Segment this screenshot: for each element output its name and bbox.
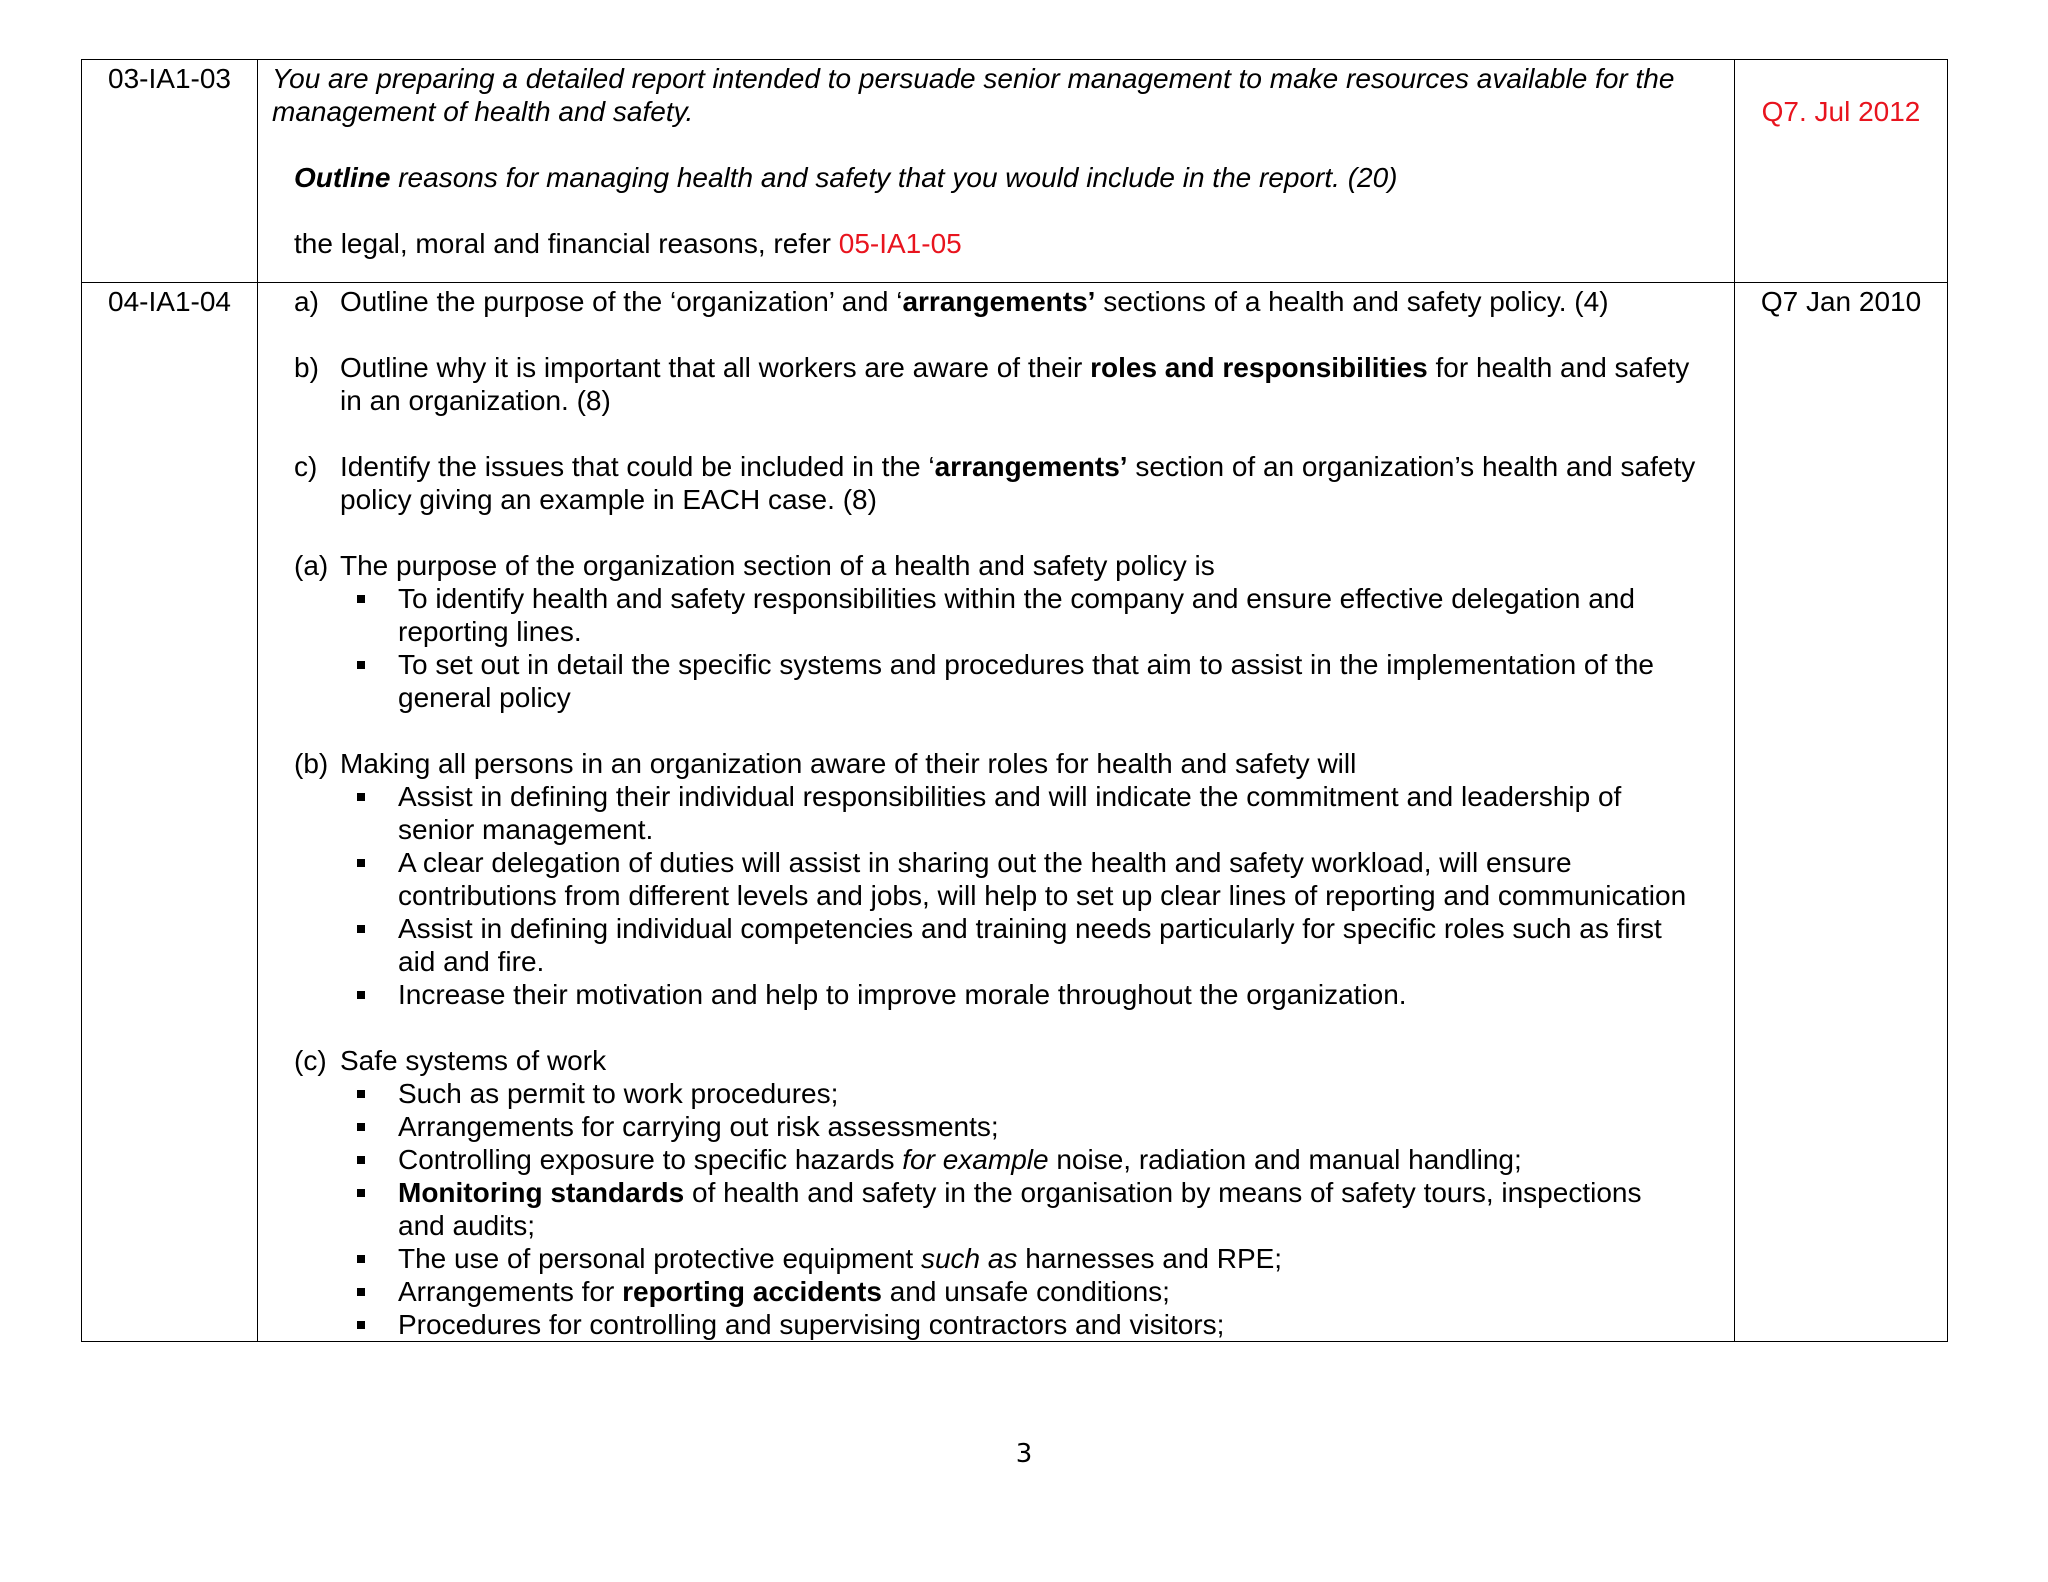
sub-question-c: c) Identify the issues that could be included in the ‘arrangements’ section of an organization’s health and safety policy giving an example in EACH case. (8)	[294, 451, 1696, 515]
list-item: Monitoring standards of health and safety in the organisation by means of safety tours, inspections and audits;	[258, 1176, 1694, 1242]
list-item: A clear delegation of duties will assist in sharing out the health and safety workload, will ensure contributions from different levels and jobs, will help to set up clear lines of reporting and communication	[258, 846, 1694, 912]
exam-reference-cell	[1735, 283, 1948, 1342]
list-item: Arrangements for reporting accidents and unsafe conditions;	[258, 1275, 1694, 1308]
question-table-container	[81, 59, 1948, 1342]
list-item: Controlling exposure to specific hazards for example noise, radiation and manual handling;	[258, 1143, 1694, 1176]
list-item: Procedures for controlling and supervising contractors and visitors;	[258, 1308, 1694, 1341]
list-item: Such as permit to work procedures;	[258, 1077, 1694, 1110]
question-id: 03-IA1-03	[108, 63, 231, 94]
list-item: To set out in detail the specific systems and procedures that aim to assist in the implementation of the general policy	[258, 648, 1694, 714]
question-id: 04-IA1-04	[108, 286, 231, 317]
table-row	[82, 283, 1948, 1342]
list-item: Assist in defining individual competencies and training needs particularly for specific roles such as first aid and fire.	[258, 912, 1694, 978]
answer-b-list	[258, 780, 1734, 1011]
question-intro: You are preparing a detailed report intended to persuade senior management to make resources available for the management of health and safety.	[272, 63, 1675, 127]
answer-a-heading: (a) The purpose of the organization section of a health and safety policy is	[294, 550, 1215, 581]
list-item: Increase their motivation and help to improve morale throughout the organization.	[258, 978, 1694, 1011]
table-row	[82, 60, 1948, 283]
answer-b-heading: (b) Making all persons in an organization aware of their roles for health and safety will	[294, 748, 1357, 779]
answer-a-list	[258, 582, 1734, 714]
exam-reference: Q7. Jul 2012	[1761, 96, 1921, 127]
question-id-cell	[82, 283, 258, 1342]
list-item: The use of personal protective equipment such as harnesses and RPE;	[258, 1242, 1694, 1275]
question-id-cell	[82, 60, 258, 283]
question-content-cell	[258, 60, 1735, 283]
answer-c-heading: (c) Safe systems of work	[294, 1045, 607, 1076]
sub-question-a: a) Outline the purpose of the ‘organization’ and ‘arrangements’ sections of a health and safety policy. (4)	[294, 286, 1609, 317]
list-item: Arrangements for carrying out risk assessments;	[258, 1110, 1694, 1143]
answer-c-list	[258, 1077, 1734, 1341]
question-task: Outline reasons for managing health and safety that you would include in the report. (20)	[294, 162, 1398, 193]
page-number: 3	[1015, 1439, 1033, 1469]
exam-reference: Q7 Jan 2010	[1760, 286, 1922, 317]
sub-question-b: b) Outline why it is important that all workers are aware of their roles and responsibilities for health and safety in an organization. (8)	[294, 352, 1690, 416]
cross-reference-link: 05-IA1-05	[838, 228, 962, 259]
question-content-cell	[258, 283, 1735, 1342]
exam-reference-cell	[1735, 60, 1948, 283]
list-item: To identify health and safety responsibilities within the company and ensure effective delegation and reporting lines.	[258, 582, 1694, 648]
answer-summary: the legal, moral and financial reasons, refer 05-IA1-05	[294, 228, 962, 259]
question-table	[81, 59, 1948, 1342]
list-item: Assist in defining their individual responsibilities and will indicate the commitment and leadership of senior management.	[258, 780, 1694, 846]
